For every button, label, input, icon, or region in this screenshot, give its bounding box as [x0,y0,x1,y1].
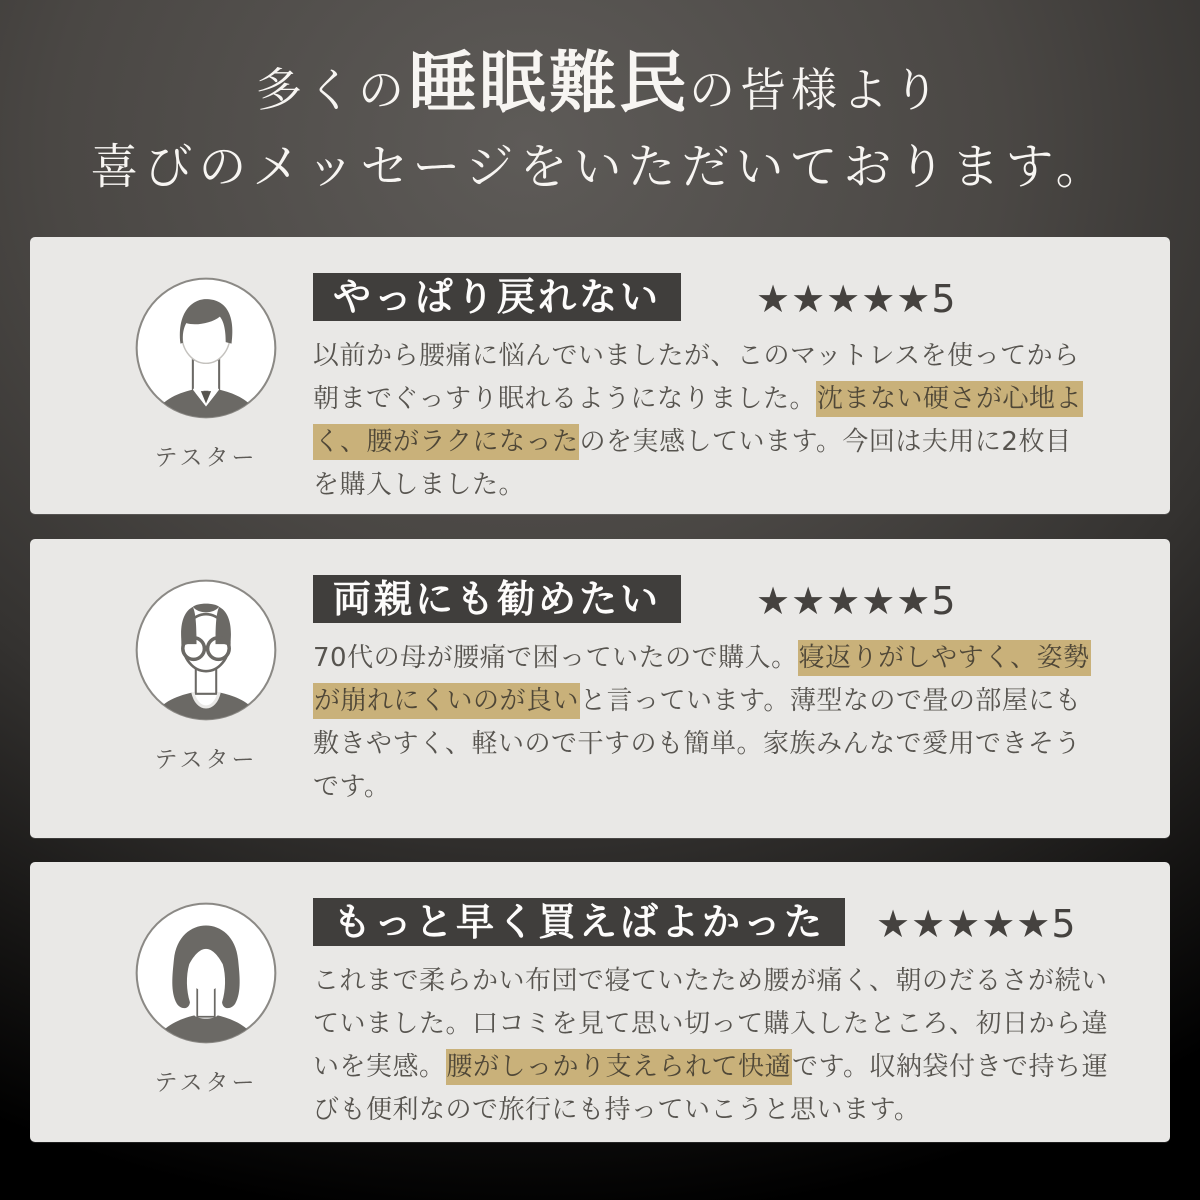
rating-value: 5 [931,579,957,623]
highlighted-text: が崩れにくいのが良い [313,683,580,719]
review-body [313,335,1125,507]
review-title: 両親にも勧めたい [313,575,681,623]
review-card [30,539,1170,838]
reviewer-avatar [133,900,279,1097]
woman-avatar-icon [133,900,279,1046]
body-text-segment: です。収納袋付きで持ち運 [792,1052,1108,1082]
stars-icon: ★★★★★ [756,277,932,321]
headline-prefix: 多くの [256,63,409,117]
young-man-avatar-icon [133,275,279,421]
body-text-segment: これまで柔らかい布団で寝ていたため腰が痛く、朝のだるさが続い [313,966,1108,996]
review-body [313,960,1125,1132]
highlighted-text: 沈まない硬さが心地よ [816,381,1083,417]
highlighted-text: く、腰がラクになった [313,424,579,460]
review-content [313,273,1125,507]
reviewer-label: テスター [154,445,258,471]
reviewer-label: テスター [154,1070,258,1096]
body-text-segment: 70代の母が腰痛で困っていたので購入。 [313,643,798,673]
body-text-segment: びも便利なので旅行にも持っていこうと思います。 [313,1095,921,1125]
review-card [30,862,1170,1142]
body-text-segment: 敷きやすく、軽いので干すのも簡単。家族みんなで愛用できそう [313,729,1081,759]
highlighted-text: 寝返りがしやすく、姿勢 [798,640,1091,676]
section-header [0,42,1200,197]
body-text-segment: のを実感しています。今回は夫用に2枚目 [579,427,1072,457]
older-man-glasses-avatar-icon [133,577,279,723]
review-content [313,898,1125,1132]
review-body [313,637,1125,809]
headline-line2: 喜びのメッセージをいただいております。 [90,139,1110,195]
highlighted-text: 腰がしっかり支えられて快適 [446,1049,793,1085]
body-text-segment: 朝までぐっすり眠れるようになりました。 [313,384,816,414]
reviewer-avatar [133,577,279,774]
body-text-segment: ていました。口コミを見て思い切って購入したところ、初日から違 [313,1009,1109,1039]
stars-icon: ★★★★★ [876,902,1052,946]
reviewer-avatar [133,275,279,472]
rating-value: 5 [1051,902,1077,946]
rating-value: 5 [931,277,957,321]
body-text-segment: を購入しました。 [313,470,526,500]
body-text-segment: 以前から腰痛に悩んでいましたが、このマットレスを使ってから [313,341,1080,371]
body-text-segment: いを実感。 [313,1052,446,1082]
reviewer-label: テスター [154,747,258,773]
review-card [30,237,1170,514]
stars-icon: ★★★★★ [756,579,932,623]
headline-suffix: の皆様より [689,63,944,117]
review-title: もっと早く買えばよかった [313,898,845,946]
headline-line1 [0,42,1200,131]
body-text-segment: と言っています。薄型なので畳の部屋にも [580,686,1082,716]
body-text-segment: です。 [313,772,391,802]
review-title: やっぱり戻れない [313,273,681,321]
headline [0,42,1200,197]
review-content [313,575,1125,809]
headline-emphasis: 睡眠難民 [409,43,689,122]
